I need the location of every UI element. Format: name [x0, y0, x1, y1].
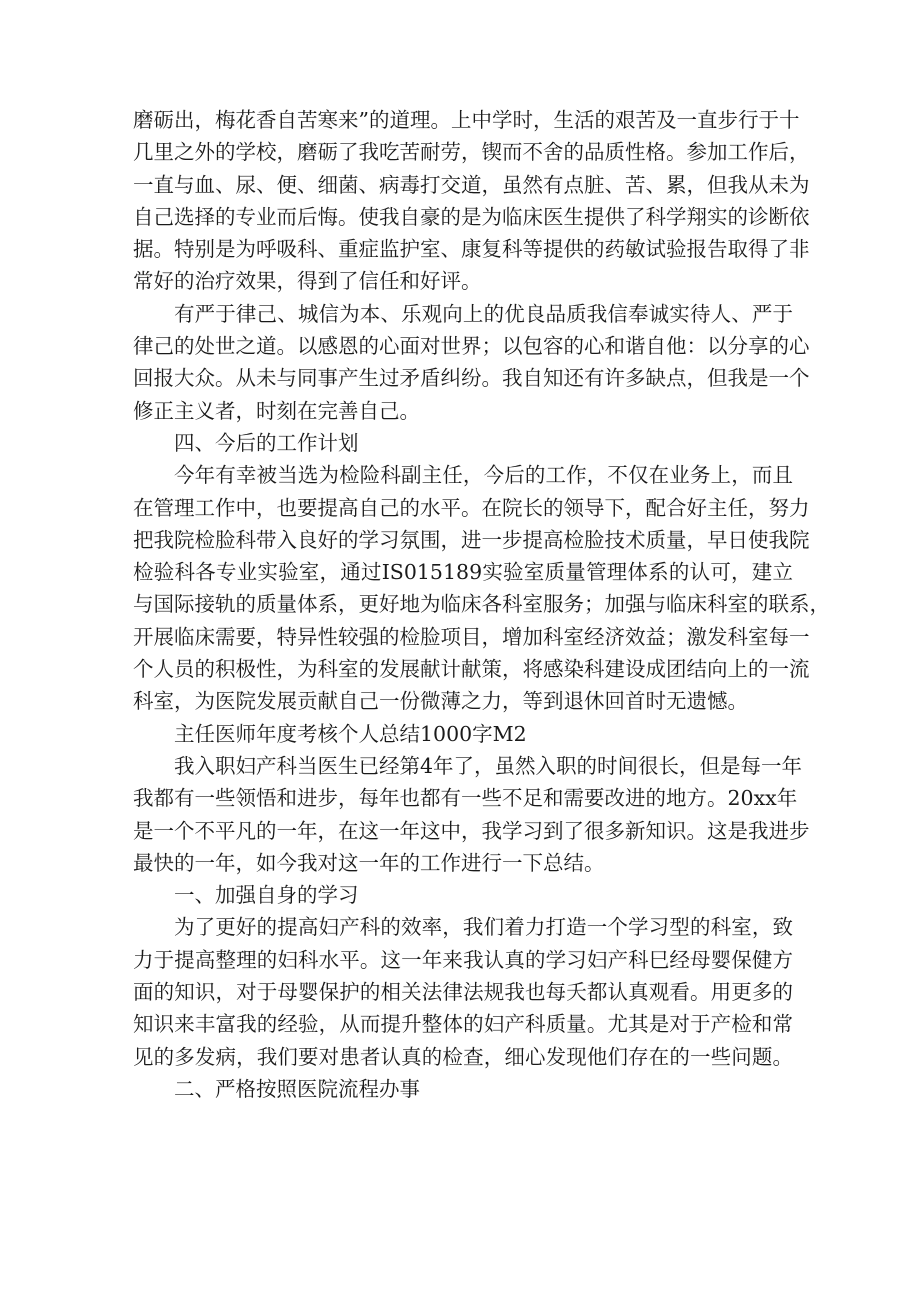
text-line: 今年有幸被当选为检险科副主任，今后的工作，不仅在业务上，而且 — [174, 463, 793, 488]
text-line: 力于提高整理的妇科水平。这一年来我认真的学习妇产科巳经母婴保健方 — [133, 947, 793, 972]
text-line: 四、今后的工作计划 — [174, 430, 359, 455]
text-line: 知识来丰富我的经验，从而提升整体的妇产科质量。尤其是对于产检和常 — [133, 1012, 793, 1037]
text-line: 一、加强自身的学习 — [174, 883, 359, 908]
text-line: 我都有一些领悟和进步，每年也都有一些不足和需要改进的地方。20xx年 — [133, 786, 798, 811]
document-body — [133, 104, 830, 1105]
text-line: 律己的处世之道。以感恩的心面对世界；以包容的心和谐自他：以分享的心 — [133, 334, 810, 359]
text-line: 见的多发病，我们要对患者认真的检查，细心发现他们存在的一些问题。 — [133, 1044, 793, 1069]
text-line: 把我院检脸科带入良好的学习氛围，进一步提高检脸技术质量，早日使我院 — [133, 527, 810, 552]
text-line: 个人员的积极性，为科室的发展献计献策，将感染科建设成团结向上的一流 — [133, 657, 810, 682]
text-line: 有严于律己、城信为本、乐观向上的优良品质我信奉诚实待人、严于 — [174, 301, 793, 326]
text-line: 为了更好的提高妇产科的效率，我们着力打造一个学习型的科室，致 — [174, 915, 793, 940]
text-line: 二、严格按照医院流程办事 — [174, 1076, 420, 1101]
text-line: 一直与血、尿、便、细菌、病毒打交道，虽然有点脏、苦、累，但我从未为 — [133, 172, 810, 197]
text-line: 面的知识，对于母婴保护的相关法律法规我也每夭都认真观看。用更多的 — [133, 980, 793, 1005]
text-line: 主任医师年度考核个人总结1000字M2 — [174, 721, 527, 746]
text-line: 几里之外的学校，磨砺了我吃苦耐劳，锲而不舍的品质性格。参加工作后， — [133, 140, 810, 165]
text-line: 磨砺出，梅花香自苦寒来”的道理。上中学时，生活的艰苦及一直步行于十 — [133, 108, 800, 132]
text-line: 是一个不平凡的一年，在这一年这中，我学习到了很多新知识。这是我进步 — [133, 818, 810, 843]
text-line: 最快的一年，如今我对这一年的工作进行一下总结。 — [133, 850, 605, 875]
text-line: 回报大众。从未与同事产生过矛盾纠纷。我自知还有许多缺点，但我是一个 — [133, 366, 810, 391]
text-line: 常好的治疗效果，得到了信任和好评。 — [133, 269, 482, 294]
text-line: 自己选择的专业而后悔。使我自豪的是为临床医生提供了科学翔实的诊断依 — [133, 204, 810, 229]
text-line: 据。特别是为呼吸科、重症监护室、康复科等提供的药敏试验报告取得了非 — [133, 237, 810, 262]
text-line: 科室，为医院发展贡献自己一份微薄之力，等到退休回首时无遗憾。 — [133, 689, 748, 714]
text-line: 修正主义者，时刻在完善自己。 — [133, 398, 420, 423]
text-line: 我入职妇产科当医生已经第4年了，虽然入职的时间很长，但是每一年 — [174, 753, 803, 778]
text-line: 在管理工作中，也要提高自己的水平。在院长的领导下，配合好主任，努力 — [133, 495, 810, 520]
text-line: 与国际接轨的质量体系，更好地为临床各科室服务；加强与临床科室的联系， — [133, 592, 830, 617]
text-line: 开展临床需要，特异性较强的检脸项目，增加科室经济效益；激发科室每一 — [133, 624, 810, 649]
text-line: 检验科各专业实验室，通过IS015189实验室质量管理体系的认可，建立 — [133, 560, 793, 585]
